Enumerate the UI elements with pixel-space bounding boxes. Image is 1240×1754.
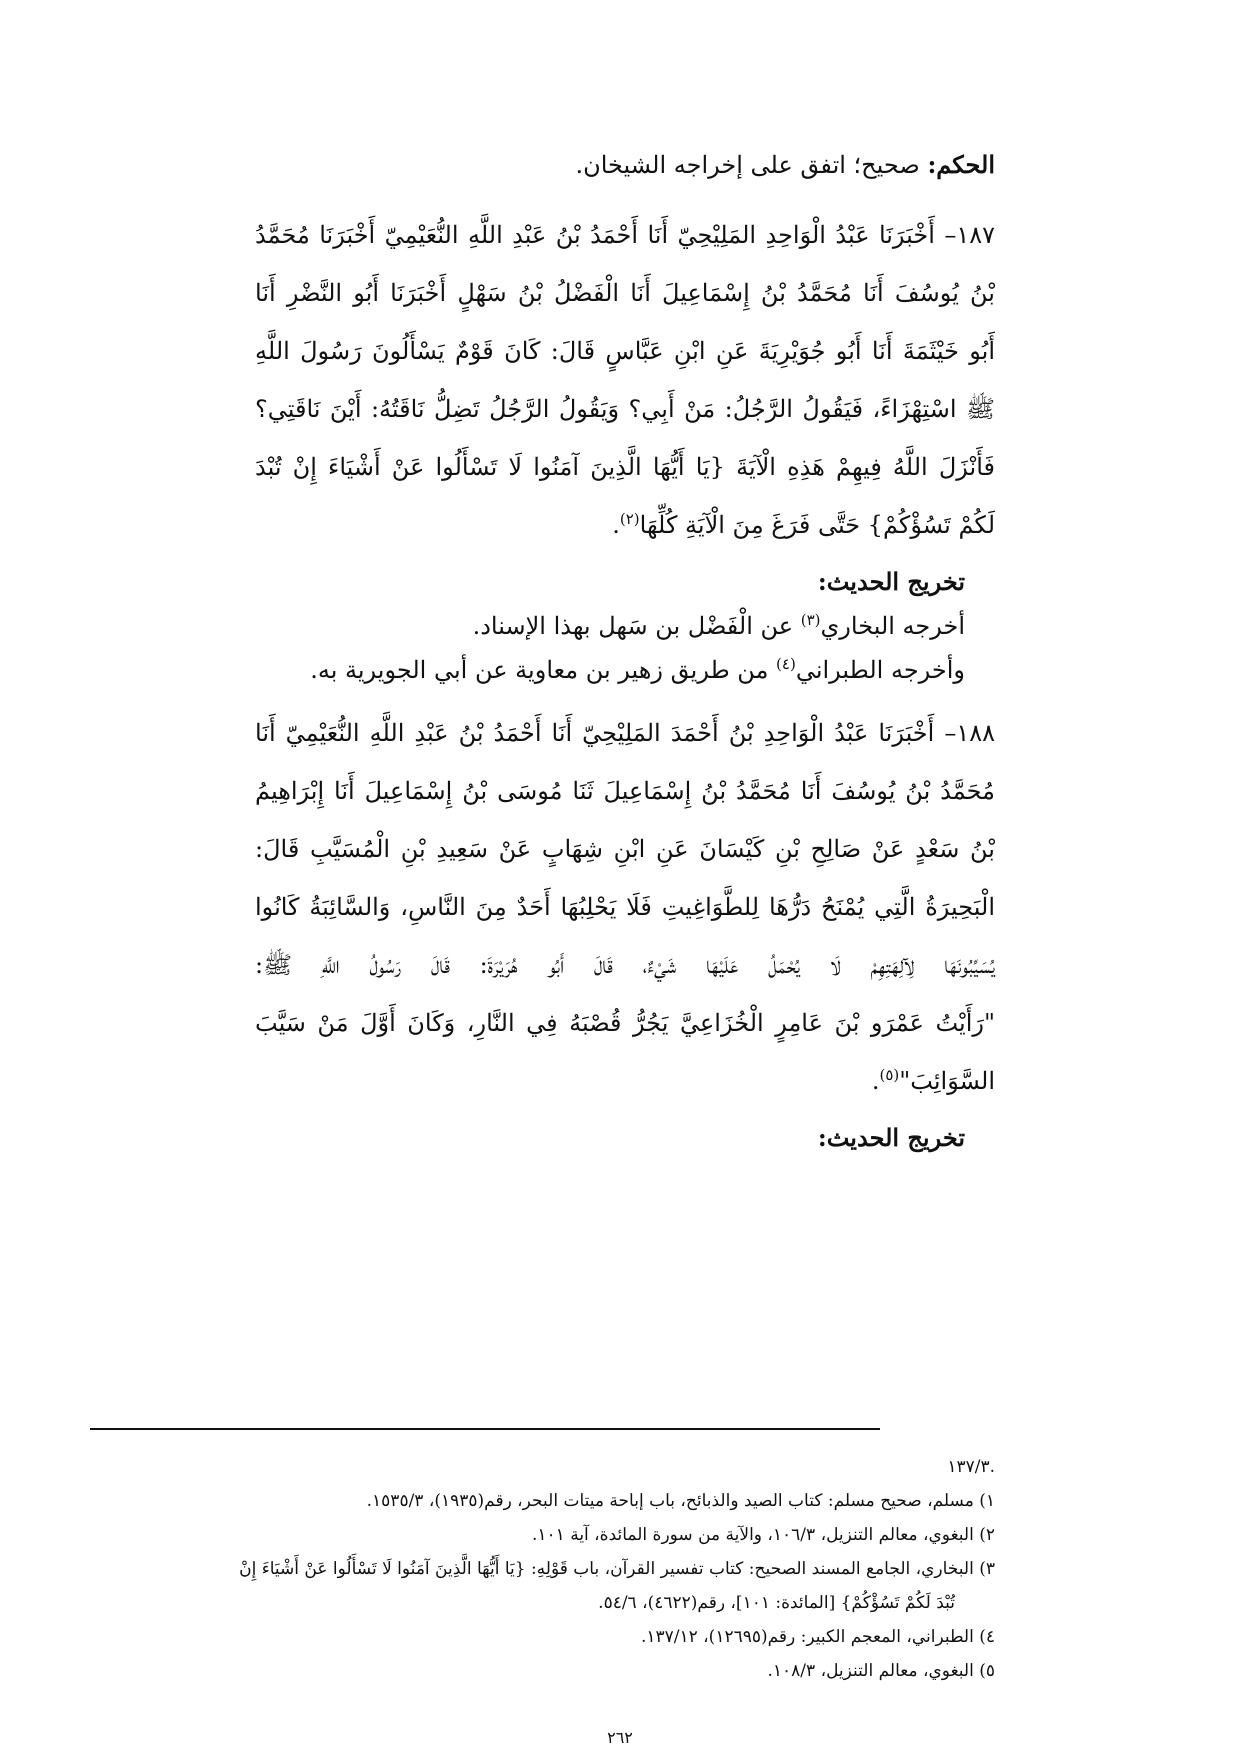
hadith-188 bbox=[255, 704, 995, 1110]
hadith-text: لَكُمْ تَسُؤْكُمْ} حَتَّى فَرَغَ مِنَ الْآيَةِ كُلِّهَا bbox=[639, 511, 995, 539]
hadith-line-last: السَّوَائِبَ"$^{(٥)}$. bbox=[871, 1066, 995, 1095]
hadith-line: بْنُ يُوسُفَ أَنَا مُحَمَّدُ بْنُ إِسْمَاعِيلَ أَنَا الْفَضْلُ بْنُ سَهْلٍ أَخْبَرَنَا أَبُو النَّضْرِ أَنَا bbox=[255, 279, 995, 307]
takhrij-source: أخرجه البخاري bbox=[820, 612, 965, 640]
ruling-text: صحيح؛ اتفق على إخراجه الشيخان. bbox=[575, 151, 920, 179]
footnote-3: ٣) البخاري، الجامع المسند الصحيح: كتاب تفسير القرآن، باب قَوْلِهِ: {يَا أَيُّهَا الَّذِينَ آمَنُوا لَا تَسْأَلُوا عَنْ أَشْيَاءَ إِنْ bbox=[239, 1559, 995, 1579]
takhrij-line bbox=[255, 648, 995, 692]
hadith-line: أَبُو خَيْثَمَةَ أَنَا أَبُو جُوَيْرِيَةَ عَنِ ابْنِ عَبَّاسٍ قَالَ: كَانَ قَوْمٌ يَسْأَلُونَ رَسُولَ اللَّهِ bbox=[255, 337, 995, 365]
hadith-line: بْنُ سَعْدٍ عَنْ صَالِحِ بْنِ كَيْسَانَ عَنِ ابْنِ شِهَابٍ عَنْ سَعِيدِ بْنِ الْمُسَيَّبِ قَالَ: bbox=[255, 835, 995, 863]
takhrij-line bbox=[255, 604, 995, 648]
footnote-5: ٥) البغوي، معالم التنزيل، ١٠٨/٣. bbox=[767, 1661, 995, 1681]
hadith-line: "رَأَيْتُ عَمْرَو بْنَ عَامِرٍ الْخُزَاعِيَّ يَجُرُّ قُصْبَهُ فِي النَّارِ، وَكَانَ أَوَّلَ مَنْ سَيَّبَ bbox=[255, 1009, 995, 1037]
hadith-line: مُحَمَّدُ بْنُ يُوسُفَ أَنَا مُحَمَّدُ بْنُ إِسْمَاعِيلَ ثَنَا مُوسَى بْنُ إِسْمَاعِيلَ أَنَا إِبْرَاهِيمُ bbox=[255, 777, 995, 805]
hadith-187 bbox=[255, 206, 995, 554]
takhrij-text: عن الْفَضْل بن سَهل بهذا الإسناد. bbox=[472, 612, 801, 640]
hadith-line: يُسَيِّبُونَهَا لِآلِهَتِهِمْ لَا يُحْمَلُ عَلَيْهَا شَيْءٌ، قَالَ أَبُو هُرَيْرَةَ: قَالَ رَسُولُ اللَّهِ ﷺ: bbox=[255, 951, 995, 979]
footnote-2: ٢) البغوي، معالم التنزيل، ١٠٦/٣، والآية من سورة المائدة، آية ١٠١. bbox=[531, 1525, 995, 1545]
footnote-separator bbox=[90, 1428, 880, 1430]
main-text bbox=[255, 150, 995, 1172]
hadith-line: ١٨٧– أَخْبَرَنَا عَبْدُ الْوَاحِدِ المَلِيْحِيّ أَنَا أَحْمَدُ بْنُ عَبْدِ اللَّهِ النُّعَيْمِيّ أَخْبَرَنَا مُحَمَّدُ bbox=[255, 221, 995, 249]
footnote-ref: (٤) bbox=[776, 655, 796, 673]
footnote-3-continuation: تُبْدَ لَكُمْ تَسُؤْكُمْ} [المائدة: ١٠١]، رقم(٤٦٢٢)، ٥٤/٦. bbox=[598, 1593, 955, 1613]
footnotes bbox=[205, 1450, 995, 1688]
takhrij-heading: تخريج الحديث: bbox=[817, 567, 965, 596]
hadith-text: السَّوَائِبَ" bbox=[899, 1067, 995, 1095]
takhrij-source: وأخرجه الطبراني bbox=[795, 656, 965, 684]
page-number: ٢٦٢ bbox=[607, 1728, 633, 1747]
takhrij-section-2 bbox=[255, 1116, 995, 1160]
ruling-label: الحكم: bbox=[927, 150, 995, 179]
hadith-line: الْبَحِيرَةُ الَّتِي يُمْنَحُ دَرُّهَا لِلطَّوَاغِيتِ فَلَا يَحْلِبُهَا أَحَدٌ مِنَ النَّاسِ، وَالسَّائِبَةُ كَانُوا bbox=[255, 893, 995, 921]
takhrij-heading: تخريج الحديث: bbox=[817, 1123, 965, 1152]
ruling bbox=[255, 150, 995, 180]
hadith-line-last: لَكُمْ تَسُؤْكُمْ} حَتَّى فَرَغَ مِنَ الْآيَةِ كُلِّهَا$^{(٢)}$. bbox=[612, 510, 995, 539]
footnote-1: ١) مسلم، صحيح مسلم: كتاب الصيد والذبائح، باب إباحة ميتات البحر، رقم(١٩٣٥)، ١٥٣٥/٣. bbox=[366, 1491, 995, 1511]
footnote-4: ٤) الطبراني، المعجم الكبير: رقم(١٢٦٩٥)، ١٣٧/١٢. bbox=[640, 1627, 995, 1647]
hadith-line: ١٨٨– أَخْبَرَنَا عَبْدُ الْوَاحِدِ بْنُ أَحْمَدَ المَلِيْحِيّ أَنَا أَحْمَدُ بْنُ عَبْدِ اللَّهِ النُّعَيْمِيّ أَنَا bbox=[255, 719, 995, 747]
takhrij-text: من طريق زهير بن معاوية عن أبي الجويرية به. bbox=[310, 656, 777, 684]
takhrij-section-1 bbox=[255, 560, 995, 692]
hadith-line: ﷺ اسْتِهْزَاءً، فَيَقُولُ الرَّجُلُ: مَنْ أَبِي؟ وَيَقُولُ الرَّجُلُ تَضِلُّ نَاقَتُهُ: أَيْنَ نَاقَتِي؟ bbox=[255, 395, 995, 423]
footnote-ref: (٥) bbox=[879, 1066, 900, 1084]
footnote-continuation: .١٣٧/٣ bbox=[947, 1457, 995, 1477]
footnote-ref: (٢) bbox=[619, 510, 640, 528]
footnote-ref: (٣) bbox=[800, 611, 821, 629]
hadith-line: فَأَنْزَلَ اللَّهُ فِيهِمْ هَذِهِ الْآيَةَ {يَا أَيُّهَا الَّذِينَ آمَنُوا لَا تَسْأَلُوا عَنْ أَشْيَاءَ إِنْ تُبْدَ bbox=[255, 453, 995, 481]
